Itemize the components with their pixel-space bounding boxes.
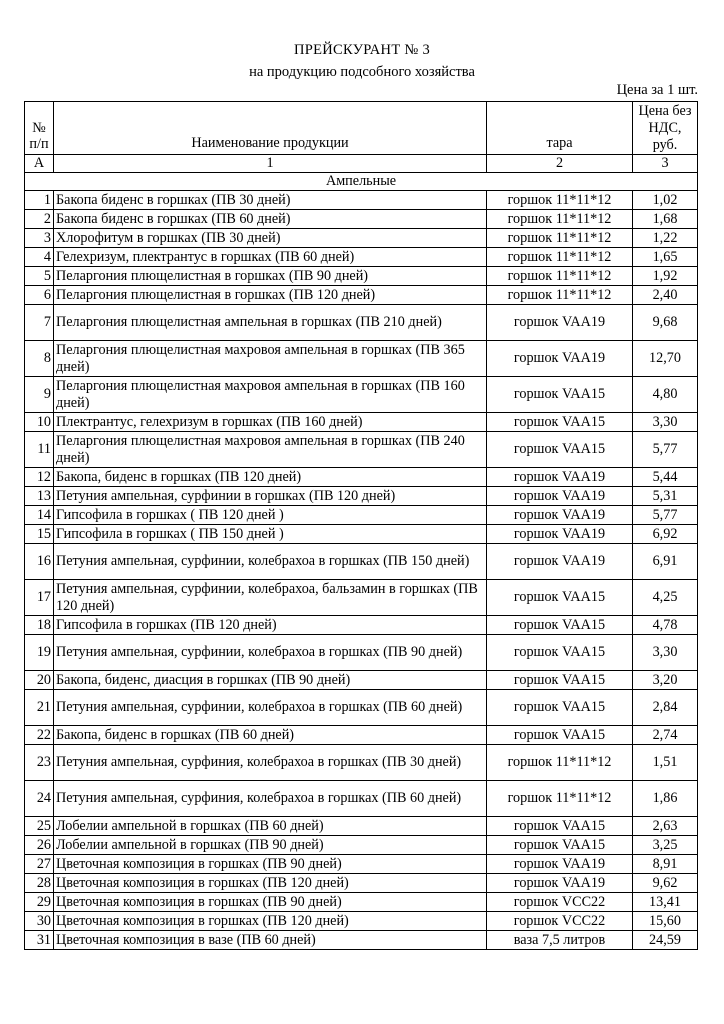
row-number: 9 xyxy=(25,377,54,413)
price: 24,59 xyxy=(633,931,698,950)
product-name: Гипсофила в горшках ( ПВ 120 дней ) xyxy=(54,506,487,525)
packaging: горшок 11*11*12 xyxy=(487,267,633,286)
row-number: 21 xyxy=(25,690,54,726)
section-row xyxy=(25,173,698,191)
packaging: горшок VAA19 xyxy=(487,506,633,525)
row-number: 31 xyxy=(25,931,54,950)
table-row xyxy=(25,248,698,267)
packaging: горшок VAA19 xyxy=(487,468,633,487)
product-name: Бакопа, биденс в горшках (ПВ 120 дней) xyxy=(54,468,487,487)
price: 4,80 xyxy=(633,377,698,413)
price: 3,20 xyxy=(633,671,698,690)
price: 3,30 xyxy=(633,635,698,671)
price: 5,77 xyxy=(633,432,698,468)
product-name: Пеларгония плющелистная махровоя ампельная в горшках (ПВ 240 дней) xyxy=(54,432,487,468)
product-name: Бакопа, биденс в горшках (ПВ 60 дней) xyxy=(54,726,487,745)
product-name: Пеларгония плющелистная в горшках (ПВ 90 дней) xyxy=(54,267,487,286)
product-name: Гипсофила в горшках ( ПВ 150 дней ) xyxy=(54,525,487,544)
row-number: 10 xyxy=(25,413,54,432)
product-name: Лобелии ампельной в горшках (ПВ 60 дней) xyxy=(54,817,487,836)
packaging: горшок 11*11*12 xyxy=(487,210,633,229)
product-name: Лобелии ампельной в горшках (ПВ 90 дней) xyxy=(54,836,487,855)
packaging: горшок VAA15 xyxy=(487,616,633,635)
price: 1,02 xyxy=(633,191,698,210)
packaging: горшок 11*11*12 xyxy=(487,191,633,210)
table-row xyxy=(25,745,698,781)
packaging: горшок VAA19 xyxy=(487,341,633,377)
product-name: Цветочная композиция в вазе (ПВ 60 дней) xyxy=(54,931,487,950)
header-tara: тара xyxy=(487,102,633,155)
table-row xyxy=(25,781,698,817)
row-number: 24 xyxy=(25,781,54,817)
product-name: Хлорофитум в горшках (ПВ 30 дней) xyxy=(54,229,487,248)
packaging: горшок VAA19 xyxy=(487,305,633,341)
column-letter: 3 xyxy=(633,155,698,173)
header-price-line2: НДС, руб. xyxy=(648,119,682,153)
table-row xyxy=(25,580,698,616)
row-number: 6 xyxy=(25,286,54,305)
packaging: горшок VAA15 xyxy=(487,690,633,726)
packaging: горшок VAA19 xyxy=(487,855,633,874)
price: 1,92 xyxy=(633,267,698,286)
price: 5,31 xyxy=(633,487,698,506)
header-price-line1: Цена без xyxy=(638,102,692,119)
price: 3,30 xyxy=(633,413,698,432)
product-name: Пеларгония плющелистная ампельная в горшках (ПВ 210 дней) xyxy=(54,305,487,341)
price: 9,62 xyxy=(633,874,698,893)
table-row xyxy=(25,432,698,468)
header-number xyxy=(25,102,54,155)
row-number: 1 xyxy=(25,191,54,210)
price: 9,68 xyxy=(633,305,698,341)
price: 1,86 xyxy=(633,781,698,817)
header-price xyxy=(633,102,698,155)
product-name: Пеларгония плющелистная махровоя ампельная в горшках (ПВ 365 дней) xyxy=(54,341,487,377)
table-row xyxy=(25,377,698,413)
row-number: 11 xyxy=(25,432,54,468)
row-number: 29 xyxy=(25,893,54,912)
row-number: 12 xyxy=(25,468,54,487)
price: 5,44 xyxy=(633,468,698,487)
row-number: 25 xyxy=(25,817,54,836)
row-number: 4 xyxy=(25,248,54,267)
product-name: Бакопа биденс в горшках (ПВ 30 дней) xyxy=(54,191,487,210)
row-number: 5 xyxy=(25,267,54,286)
packaging: горшок VAA15 xyxy=(487,671,633,690)
table-row xyxy=(25,855,698,874)
row-number: 16 xyxy=(25,544,54,580)
row-number: 19 xyxy=(25,635,54,671)
table-row xyxy=(25,525,698,544)
price: 15,60 xyxy=(633,912,698,931)
table-row xyxy=(25,544,698,580)
price: 6,91 xyxy=(633,544,698,580)
product-name: Петуния ампельная, сурфиния, колебрахоа в горшках (ПВ 30 дней) xyxy=(54,745,487,781)
column-letter: 2 xyxy=(487,155,633,173)
row-number: 28 xyxy=(25,874,54,893)
section-title: Ампельные xyxy=(25,173,698,191)
product-name: Пеларгония плющелистная в горшках (ПВ 120 дней) xyxy=(54,286,487,305)
product-name: Плектрантус, гелехризум в горшках (ПВ 160 дней) xyxy=(54,413,487,432)
table-row xyxy=(25,912,698,931)
packaging: горшок 11*11*12 xyxy=(487,248,633,267)
row-number: 26 xyxy=(25,836,54,855)
packaging: горшок VAA15 xyxy=(487,836,633,855)
table-row xyxy=(25,817,698,836)
price: 6,92 xyxy=(633,525,698,544)
row-number: 15 xyxy=(25,525,54,544)
packaging: горшок VAA19 xyxy=(487,487,633,506)
product-name: Цветочная композиция в горшках (ПВ 120 дней) xyxy=(54,874,487,893)
table-row xyxy=(25,487,698,506)
product-name: Цветочная композиция в горшках (ПВ 90 дней) xyxy=(54,893,487,912)
packaging: горшок VAA15 xyxy=(487,635,633,671)
price: 1,22 xyxy=(633,229,698,248)
row-number: 14 xyxy=(25,506,54,525)
table-header-row xyxy=(25,102,698,155)
price: 2,84 xyxy=(633,690,698,726)
price: 12,70 xyxy=(633,341,698,377)
price: 13,41 xyxy=(633,893,698,912)
table-row xyxy=(25,671,698,690)
price: 8,91 xyxy=(633,855,698,874)
packaging: горшок VAA19 xyxy=(487,544,633,580)
product-name: Гипсофила в горшках (ПВ 120 дней) xyxy=(54,616,487,635)
packaging: горшок VAA15 xyxy=(487,377,633,413)
row-number: 23 xyxy=(25,745,54,781)
packaging: горшок VAA15 xyxy=(487,817,633,836)
packaging: горшок 11*11*12 xyxy=(487,286,633,305)
row-number: 13 xyxy=(25,487,54,506)
table-row xyxy=(25,506,698,525)
row-number: 30 xyxy=(25,912,54,931)
table-row xyxy=(25,341,698,377)
table-row xyxy=(25,210,698,229)
price-table xyxy=(24,101,698,950)
table-row xyxy=(25,874,698,893)
table-row xyxy=(25,931,698,950)
row-number: 17 xyxy=(25,580,54,616)
table-row xyxy=(25,893,698,912)
packaging: горшок VAA19 xyxy=(487,874,633,893)
product-name: Петуния ампельная, сурфинии, колебрахоа в горшках (ПВ 60 дней) xyxy=(54,690,487,726)
price: 2,40 xyxy=(633,286,698,305)
table-row xyxy=(25,836,698,855)
product-name: Бакопа, биденс, диасция в горшках (ПВ 90 дней) xyxy=(54,671,487,690)
product-name: Петуния ампельная, сурфинии в горшках (ПВ 120 дней) xyxy=(54,487,487,506)
price: 2,74 xyxy=(633,726,698,745)
product-name: Петуния ампельная, сурфинии, колебрахоа в горшках (ПВ 150 дней) xyxy=(54,544,487,580)
document-title: ПРЕЙСКУРАНТ № 3 xyxy=(293,42,431,58)
packaging: горшок 11*11*12 xyxy=(487,781,633,817)
product-name: Цветочная композиция в горшках (ПВ 120 дней) xyxy=(54,912,487,931)
row-number: 18 xyxy=(25,616,54,635)
row-number: 7 xyxy=(25,305,54,341)
packaging: горшок VCC22 xyxy=(487,893,633,912)
price: 1,68 xyxy=(633,210,698,229)
price: 1,65 xyxy=(633,248,698,267)
column-letter: 1 xyxy=(54,155,487,173)
price: 1,51 xyxy=(633,745,698,781)
table-row xyxy=(25,690,698,726)
packaging: ваза 7,5 литров xyxy=(487,931,633,950)
header-number-line2: п/п xyxy=(29,136,49,152)
product-name: Цветочная композиция в горшках (ПВ 90 дней) xyxy=(54,855,487,874)
price: 4,25 xyxy=(633,580,698,616)
packaging: горшок VAA19 xyxy=(487,525,633,544)
header-name: Наименование продукции xyxy=(54,102,487,155)
table-row xyxy=(25,191,698,210)
table-row xyxy=(25,305,698,341)
packaging: горшок VAA15 xyxy=(487,580,633,616)
column-letter: А xyxy=(25,155,54,173)
table-row xyxy=(25,267,698,286)
price: 3,25 xyxy=(633,836,698,855)
table-row xyxy=(25,286,698,305)
row-number: 27 xyxy=(25,855,54,874)
packaging: горшок 11*11*12 xyxy=(487,229,633,248)
document-subtitle: на продукцию подсобного хозяйства xyxy=(249,64,475,80)
header-number-line1: № xyxy=(32,120,46,136)
product-name: Бакопа биденс в горшках (ПВ 60 дней) xyxy=(54,210,487,229)
packaging: горшок VCC22 xyxy=(487,912,633,931)
table-row xyxy=(25,635,698,671)
price: 5,77 xyxy=(633,506,698,525)
price-note: Цена за 1 шт. xyxy=(616,82,698,98)
product-name: Петуния ампельная, сурфинии, колебрахоа, бальзамин в горшках (ПВ 120 дней) xyxy=(54,580,487,616)
price: 4,78 xyxy=(633,616,698,635)
product-name: Петуния ампельная, сурфинии, колебрахоа в горшках (ПВ 90 дней) xyxy=(54,635,487,671)
price-table-body xyxy=(25,102,698,950)
product-name: Петуния ампельная, сурфиния, колебрахоа в горшках (ПВ 60 дней) xyxy=(54,781,487,817)
table-row xyxy=(25,616,698,635)
row-number: 3 xyxy=(25,229,54,248)
price: 2,63 xyxy=(633,817,698,836)
table-row xyxy=(25,726,698,745)
row-number: 22 xyxy=(25,726,54,745)
column-letters-row xyxy=(25,155,698,173)
table-row xyxy=(25,413,698,432)
table-row xyxy=(25,468,698,487)
packaging: горшок VAA15 xyxy=(487,432,633,468)
packaging: горшок VAA15 xyxy=(487,413,633,432)
row-number: 2 xyxy=(25,210,54,229)
product-name: Пеларгония плющелистная махровоя ампельная в горшках (ПВ 160 дней) xyxy=(54,377,487,413)
product-name: Гелехризум, плектрантус в горшках (ПВ 60 дней) xyxy=(54,248,487,267)
table-row xyxy=(25,229,698,248)
packaging: горшок 11*11*12 xyxy=(487,745,633,781)
row-number: 20 xyxy=(25,671,54,690)
packaging: горшок VAA15 xyxy=(487,726,633,745)
row-number: 8 xyxy=(25,341,54,377)
